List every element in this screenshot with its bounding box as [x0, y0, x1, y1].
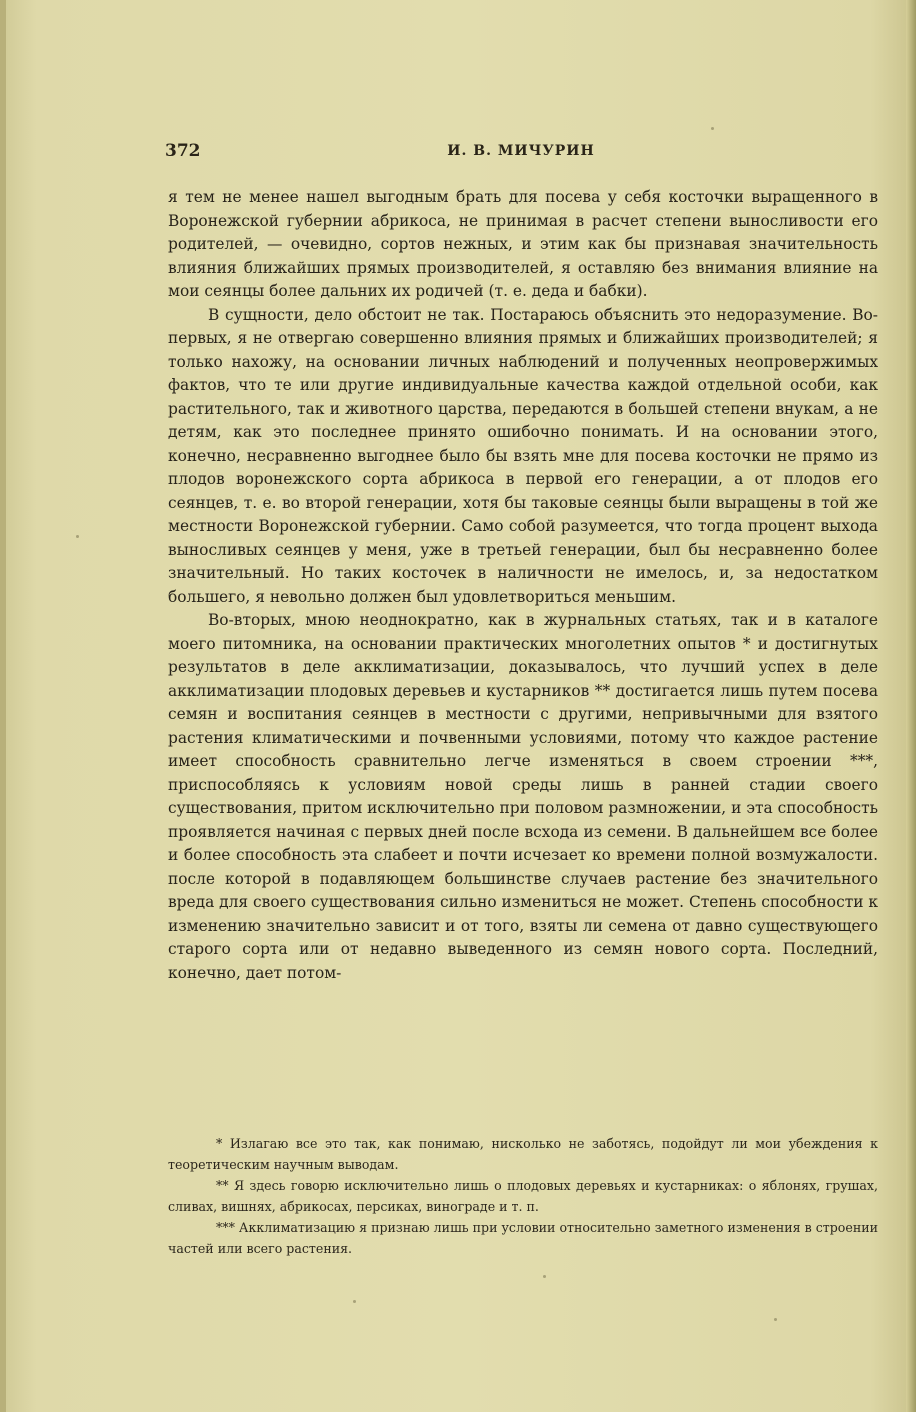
page-left-edge: [0, 0, 6, 1412]
paragraph-3: Во-вторых, мною неоднократно, как в журнальных статьях, так и в каталоге моего питомника, на основании практических многолетних опытов * и достигнутых результатов в деле акклиматизации, доказывалось, что лучший успех в деле акклиматизации плодовых деревьев и кустарников ** достигается лишь путем посева семян и воспитания сеянцев в местности с другими, непривычными для взятого растения климатическими и почвенными условиями, потому что каждое растение имеет способность сравнительно легче изменяться в своем строении ***, приспособляясь к условиям новой среды лишь в ранней стадии своего существования, притом исключительно при половом размножении, и эта способность проявляется начиная с первых дней после всхода из семени. В дальнейшем все более и более способность эта слабеет и почти исчезает ко времени полной возмужалости. после которой в подавляющем большинстве случаев растение без значительного вреда для своего существования сильно измениться не может. Степень способности к изменению значительно зависит и от того, взяты ли семена от давно существующего старого сорта или от недавно выведенного из семян нового сорта. Последний, конечно, дает потом-: [168, 611, 878, 982]
main-text: [168, 186, 878, 985]
paper-speck: [711, 127, 714, 130]
paper-speck: [76, 535, 79, 538]
paper-speck: [774, 1318, 777, 1321]
footnotes: [168, 1133, 878, 1259]
paragraph-1: я тем не менее нашел выгодным брать для посева у себя косточки выращенного в Воронежской губернии абрикоса, не принимая в расчет степени выносливости его родителей, — очевидно, сортов нежных, и этим как бы признавая значительность влияния ближайших прямых производителей, я оставляю без внимания влияние на мои сеянцы более дальних их родичей (т. е. деда и бабки).: [168, 188, 878, 300]
page-right-edge: [906, 0, 916, 1412]
paper-speck: [353, 1300, 356, 1303]
paper-speck: [543, 1275, 546, 1278]
footnote-1: * Излагаю все это так, как понимаю, нисколько не заботясь, подойдут ли мои убеждения к теоретическим научным выводам.: [168, 1136, 878, 1172]
page-number: 372: [165, 141, 201, 161]
page-header: [165, 141, 877, 167]
paragraph-2: В сущности, дело обстоит не так. Постараюсь объяснить это недоразумение. Во-первых, я не отвергаю совершенно влияния прямых и ближайших производителей; я только нахожу, на основании личных наблюдений и полученных неопровержимых фактов, что те или другие индивидуальные качества каждой отдельной особи, как растительного, так и животного царства, передаются в большей степени внукам, а не детям, как это последнее принято ошибочно понимать. И на основании этого, конечно, несравненно выгоднее было бы взять мне для посева косточки не прямо из плодов воронежского сорта абрикоса в первой его генерации, а от плодов его сеянцев, т. е. во второй генерации, хотя бы таковые сеянцы были выращены в той же местности Воронежской губернии. Само собой разумеется, что тогда процент выхода выносливых сеянцев у меня, уже в третьей генерации, был бы несравненно более значительный. Но таких косточек в наличности не имелось, и, за недостатком большего, я невольно должен был удовлетвориться меньшим.: [168, 305, 878, 606]
running-head: И. В. МИЧУРИН: [447, 143, 595, 159]
footnote-3: *** Акклиматизацию я признаю лишь при условии относительно заметного изменения в строении частей или всего растения.: [168, 1220, 878, 1256]
footnote-2: ** Я здесь говорю исключительно лишь о плодовых деревьях и кустарниках: о яблонях, грушах, сливах, вишнях, абрикосах, персиках, винограде и т. п.: [168, 1178, 878, 1214]
